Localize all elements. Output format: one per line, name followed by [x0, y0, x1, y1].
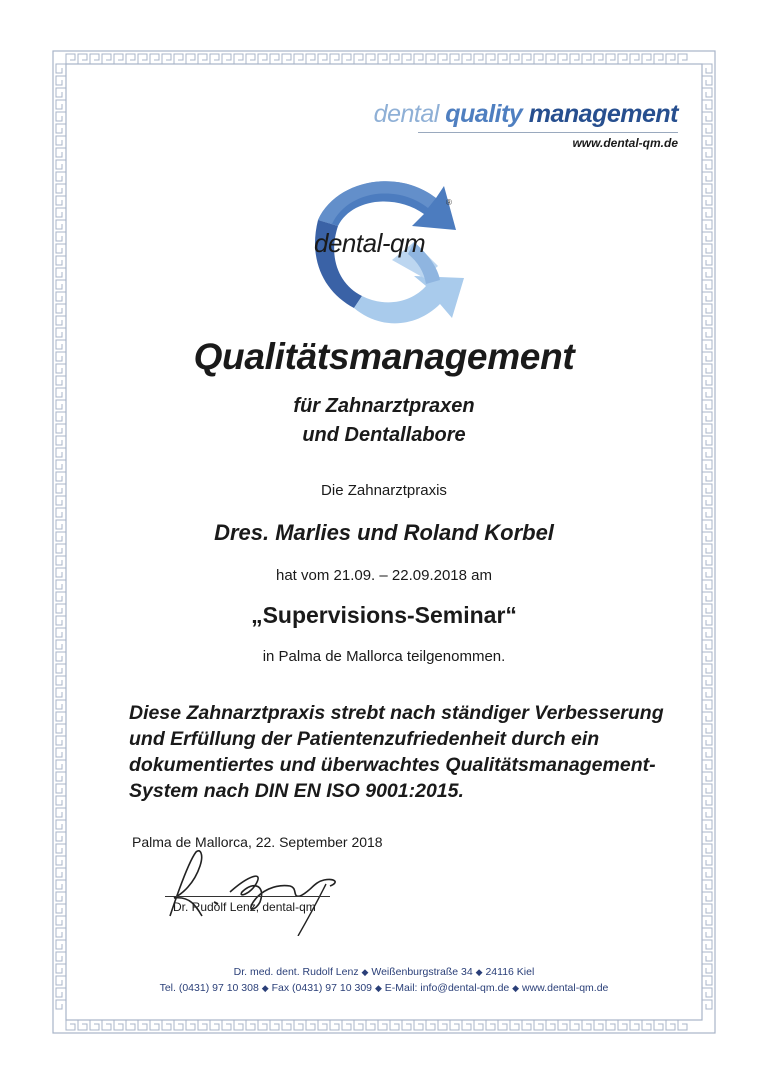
footer-street: Weißenburgstraße 34 [371, 966, 473, 978]
statement-line-4: System nach DIN EN ISO 9001:2015. [129, 780, 464, 802]
dental-qm-logo [288, 168, 478, 338]
separator-diamond-icon: ◆ [374, 983, 382, 993]
separator-diamond-icon: ◆ [512, 983, 520, 993]
handwritten-signature [130, 846, 360, 936]
footer-web: www.dental-qm.de [522, 982, 609, 994]
seminar-title: „Supervisions-Seminar“ [251, 602, 517, 628]
seminar-place: in Palma de Mallorca teilgenommen. [262, 648, 506, 665]
logo-text: dental-qm [314, 228, 426, 258]
signature-line [165, 896, 330, 897]
brand-divider [418, 132, 678, 133]
certificate-title: Qualitätsmanagement [193, 336, 575, 377]
footer-name: Dr. med. dent. Rudolf Lenz [233, 966, 359, 978]
signing-place-date: Palma de Mallorca, 22. September 2018 [132, 834, 383, 850]
separator-diamond-icon: ◆ [475, 967, 483, 977]
registered-mark: ® [446, 198, 452, 207]
footer-contact [0, 980, 768, 996]
signer-name: Dr. Rudolf Lenz, dental-qm [173, 900, 316, 914]
brand-word-management: management [528, 100, 678, 128]
lead-text: Die Zahnarztpraxis [321, 482, 447, 499]
statement-line-3: dokumentiertes und überwachtes Qualitätsmanagement- [129, 754, 656, 776]
brand-word-quality: quality [445, 100, 523, 128]
footer-city: 24116 Kiel [485, 966, 535, 978]
seminar-dates: hat vom 21.09. – 22.09.2018 am [276, 567, 492, 584]
quality-statement [129, 700, 689, 804]
statement-line-1: Diese Zahnarztpraxis strebt nach ständiger Verbesserung [129, 702, 664, 724]
subtitle-line-2: und Dentallabore [302, 424, 466, 446]
brand-url: www.dental-qm.de [572, 136, 678, 150]
separator-diamond-icon: ◆ [261, 983, 269, 993]
brand-header [374, 100, 678, 150]
statement-line-2: und Erfüllung der Patientenzufriedenheit durch ein [129, 728, 600, 750]
separator-diamond-icon: ◆ [361, 967, 369, 977]
brand-word-dental: dental [373, 100, 439, 128]
footer-email: E-Mail: info@dental-qm.de [384, 982, 510, 994]
subtitle-line-1: für Zahnarztpraxen [293, 395, 475, 417]
footer-fax: Fax (0431) 97 10 309 [271, 982, 373, 994]
recipient-name: Dres. Marlies und Roland Korbel [214, 520, 554, 545]
certificate-subtitle [0, 392, 768, 450]
brand-wordmark [374, 100, 678, 128]
footer-tel: Tel. (0431) 97 10 308 [159, 982, 259, 994]
footer-address [0, 964, 768, 980]
